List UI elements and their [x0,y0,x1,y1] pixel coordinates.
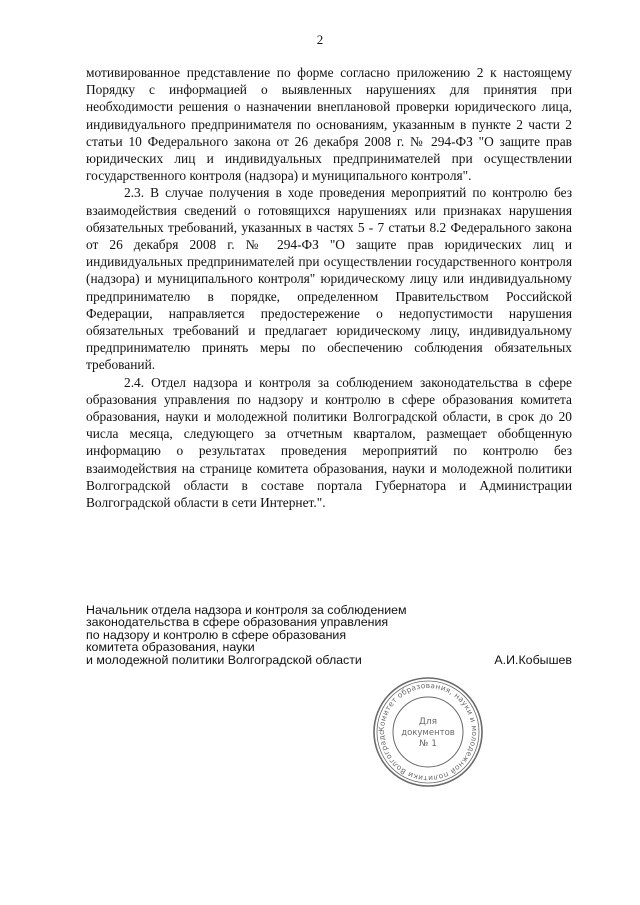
signature-line: и молодежной политики Волгоградской области [86,652,362,667]
official-stamp [372,676,484,788]
stamp-center-line: № 1 [419,739,437,749]
stamp-center-line: документов [401,728,455,738]
signature-line: по надзору и контролю в сфере образования [86,627,347,642]
paragraph-continuation: мотивированное представление по форме согласно приложению 2 к настоящему Порядку с информацией о выявленных нарушениях для принятия при необходимости решения о назначении внеплановой проверки юридического лица, индивидуального предпринимателя по основаниям, указанным в пункте 2 части 2 статьи 10 Федерального закона от 26 декабря 2008 г. № 294-ФЗ "О защите прав юридических лиц и индивидуальных предпринимателей при осуществлении государственного контроля (надзора) и муниципального контроля". [86,65,572,184]
paragraph-2-4: 2.4. Отдел надзора и контроля за соблюдением законодательства в сфере образования управления по надзору и контролю в сфере образования комитета образования, науки и молодежной политики Волгоградской области, в срок до 20 числа месяца, следующего за отчетным кварталом, размещает обобщенную информацию о результатах проведения мероприятий по контролю без взаимодействия на странице комитета образования, науки и молодежной политики Волгоградской области в составе портала Губернатора и Администрации Волгоградской области в сети Интернет.". [86,374,572,511]
signatory-name: А.И.Кобышев [494,652,572,667]
stamp-ring-text: Комитет образования, науки и молодежной политики Волгоградс [376,680,480,784]
stamp-seal-icon [372,676,484,788]
paragraph-2-3: 2.3. В случае получения в ходе проведения мероприятий по контролю без взаимодействия сведений о готовящихся нарушениях или признаках нарушения обязательных требований, указанных в частях 5 - 7 статьи 8.2 Федерального закона от 26 декабря 2008 г. № 294-ФЗ "О защите прав юридических лиц и индивидуальных предпринимателей при осуществлении государственного контроля (надзора) и муниципального контроля" юридическому лицу или индивидуальному предпринимателю в порядке, определенном Правительством Российской Федерации, направляется предостережение о недопустимости нарушения обязательных требований и предлагает юридическому лицу, индивидуальному предпринимателю принять меры по обеспечению соблюдения обязательных требований. [86,185,572,373]
document-body [86,64,572,511]
signature-line: Начальник отдела надзора и контроля за соблюдением [86,603,407,617]
page-number: 2 [316,32,324,47]
signature-line: законодательства в сфере образования управления [86,615,389,630]
stamp-center-line: Для [418,717,438,727]
signature-block [86,604,572,666]
signature-line: комитета образования, науки [86,640,255,655]
signature-last-row [86,654,572,666]
